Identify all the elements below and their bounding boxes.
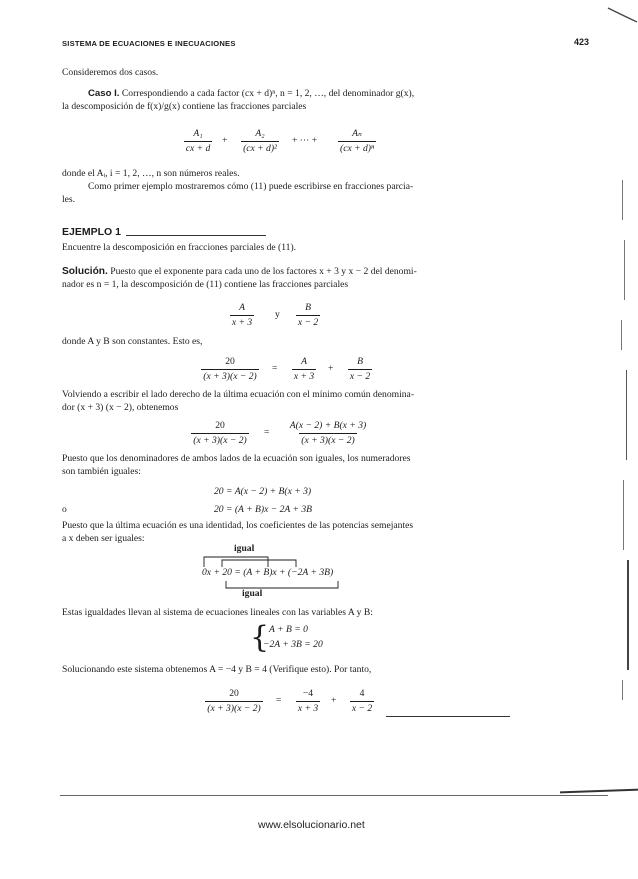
equal-den-line1: Puesto que los denominadores de ambos lados de la ecuación son iguales, los numeradores	[62, 453, 411, 464]
constants-line: donde A y B son constantes. Esto es,	[62, 336, 203, 347]
plus-sign: +	[222, 135, 228, 146]
fraction-denominator: (x + 3)(x − 2)	[193, 435, 247, 446]
label-igual-top: igual	[234, 543, 255, 554]
intro-line: Consideremos dos casos.	[62, 67, 159, 78]
fraction-denominator: x + 3	[297, 703, 319, 714]
scan-speck	[624, 240, 625, 300]
final-term-b	[342, 688, 382, 715]
example-heading: EJEMPLO 1	[62, 226, 121, 238]
fraction-an	[328, 128, 386, 155]
eq2-rhs	[276, 420, 380, 447]
fraction-denominator: (x + 3)(x − 2)	[301, 435, 355, 446]
equation-4: 20 = (A + B)x − 2A + 3B	[214, 504, 313, 515]
watermark: www.elsolucionario.net	[258, 819, 365, 831]
rewrite-line1: Volviendo a escribir el lado derecho de la última ecuación con el mínimo común denomina-	[62, 389, 415, 400]
example-statement: Encuentre la descomposición en fracciones parciales de (11).	[62, 242, 297, 253]
plus-sign: +	[328, 363, 334, 374]
system-eq1: A + B = 0	[269, 624, 308, 635]
fraction-numerator: 4	[359, 688, 365, 699]
solution-label: Solución.	[62, 266, 108, 277]
fraction-denominator: x + 3	[293, 371, 315, 382]
solution-line2: nador es n = 1, la descomposición de (11) contiene las fracciones parciales	[62, 279, 349, 290]
plus-sign: +	[331, 695, 337, 706]
corner-scan-mark	[600, 0, 638, 30]
fraction-a2	[232, 128, 288, 155]
fraction-numerator: A₁	[193, 128, 203, 139]
fraction-denominator: cx + d	[185, 143, 211, 154]
fraction-numerator: A₂	[255, 128, 265, 139]
caso1-text: Correspondiendo a cada factor (cx + d)ⁿ, n = 1, 2, …, del denominador g(x),	[121, 88, 415, 99]
equation-3: 20 = A(x − 2) + B(x + 3)	[214, 486, 312, 497]
equals-sign: =	[276, 695, 282, 706]
fraction-denominator: x − 2	[351, 703, 373, 714]
solution-line1	[62, 266, 417, 278]
fraction-numerator: A	[239, 302, 245, 313]
example-line2: les.	[62, 194, 76, 205]
example-line1: Como primer ejemplo mostraremos cómo (11) puede escribirse en fracciones parcia-	[88, 181, 414, 192]
scan-speck	[623, 480, 624, 550]
solution-text: Puesto que el exponente para cada uno de los factores x + 3 y x − 2 del denomi-	[110, 266, 417, 277]
system-brace: {	[250, 620, 270, 655]
fraction-a1	[176, 128, 220, 155]
fraction-numerator: B	[357, 356, 363, 367]
ellipsis-sum: + ⋯ +	[292, 135, 318, 146]
end-of-example-rule	[386, 716, 510, 717]
running-header: SISTEMA DE ECUACIONES E INECUACIONES	[62, 39, 236, 48]
equal-den-line2: son también iguales:	[62, 466, 141, 477]
caso1-label: Caso I.	[88, 88, 120, 99]
bracket-top	[200, 554, 320, 568]
rewrite-line2: dor (x + 3) (x − 2), obtenemos	[62, 402, 179, 413]
label-igual-bottom: igual	[242, 588, 263, 599]
scan-speck	[627, 560, 629, 670]
caso1-line2: la descomposición de f(x)/g(x) contiene las fracciones parciales	[62, 101, 307, 112]
fraction-numerator: 20	[229, 688, 239, 699]
caso1-line1	[88, 88, 414, 100]
scan-speck	[622, 680, 623, 700]
final-term-a	[288, 688, 328, 715]
bracket-bottom	[200, 580, 360, 592]
where-line: donde el Aᵢ, i = 1, 2, …, n son números reales.	[62, 168, 240, 179]
heading-rule	[126, 235, 266, 236]
word-o: o	[62, 504, 67, 515]
eq1-term-b	[340, 356, 380, 383]
fraction-numerator: B	[305, 302, 311, 313]
eq1-lhs	[192, 356, 268, 383]
connector-y: y	[275, 309, 280, 320]
scan-speck	[626, 370, 627, 460]
fraction-numerator: Aₙ	[352, 128, 362, 139]
bottom-scan-line-right	[560, 789, 638, 794]
fraction-denominator: x + 3	[231, 317, 253, 328]
scan-speck	[622, 180, 623, 220]
partial-fraction-b	[288, 302, 328, 329]
fraction-denominator: (cx + d)²	[243, 143, 277, 154]
fraction-denominator: (cx + d)ⁿ	[340, 143, 374, 154]
equation-5: 0x + 20 = (A + B)x + (−2A + 3B)	[202, 567, 334, 578]
fraction-denominator: (x + 3)(x − 2)	[207, 703, 261, 714]
equals-sign: =	[272, 363, 278, 374]
eq1-term-a	[284, 356, 324, 383]
system-eq2: −2A + 3B = 20	[263, 639, 323, 650]
system-line: Estas igualdades llevan al sistema de ecuaciones lineales con las variables A y B:	[62, 607, 373, 618]
fraction-denominator: x − 2	[349, 371, 371, 382]
fraction-numerator: A	[301, 356, 307, 367]
page-number: 423	[574, 37, 590, 47]
fraction-numerator: 20	[215, 420, 225, 431]
bottom-scan-line	[60, 795, 608, 796]
equals-sign: =	[264, 427, 270, 438]
fraction-numerator: A(x − 2) + B(x + 3)	[289, 420, 367, 431]
final-lhs	[196, 688, 272, 715]
fraction-numerator: 20	[225, 356, 235, 367]
scan-speck	[621, 320, 622, 350]
solve-line: Solucionando este sistema obtenemos A = −4 y B = 4 (Verifique esto). Por tanto,	[62, 664, 372, 675]
identity-line2: a x deben ser iguales:	[62, 533, 145, 544]
eq2-lhs	[182, 420, 258, 447]
fraction-numerator: −4	[302, 688, 314, 699]
identity-line1: Puesto que la última ecuación es una identidad, los coeficientes de las potencias semejantes	[62, 520, 414, 531]
fraction-denominator: x − 2	[297, 317, 319, 328]
partial-fraction-a	[222, 302, 262, 329]
fraction-denominator: (x + 3)(x − 2)	[203, 371, 257, 382]
right-margin-scan-marks	[618, 180, 632, 700]
